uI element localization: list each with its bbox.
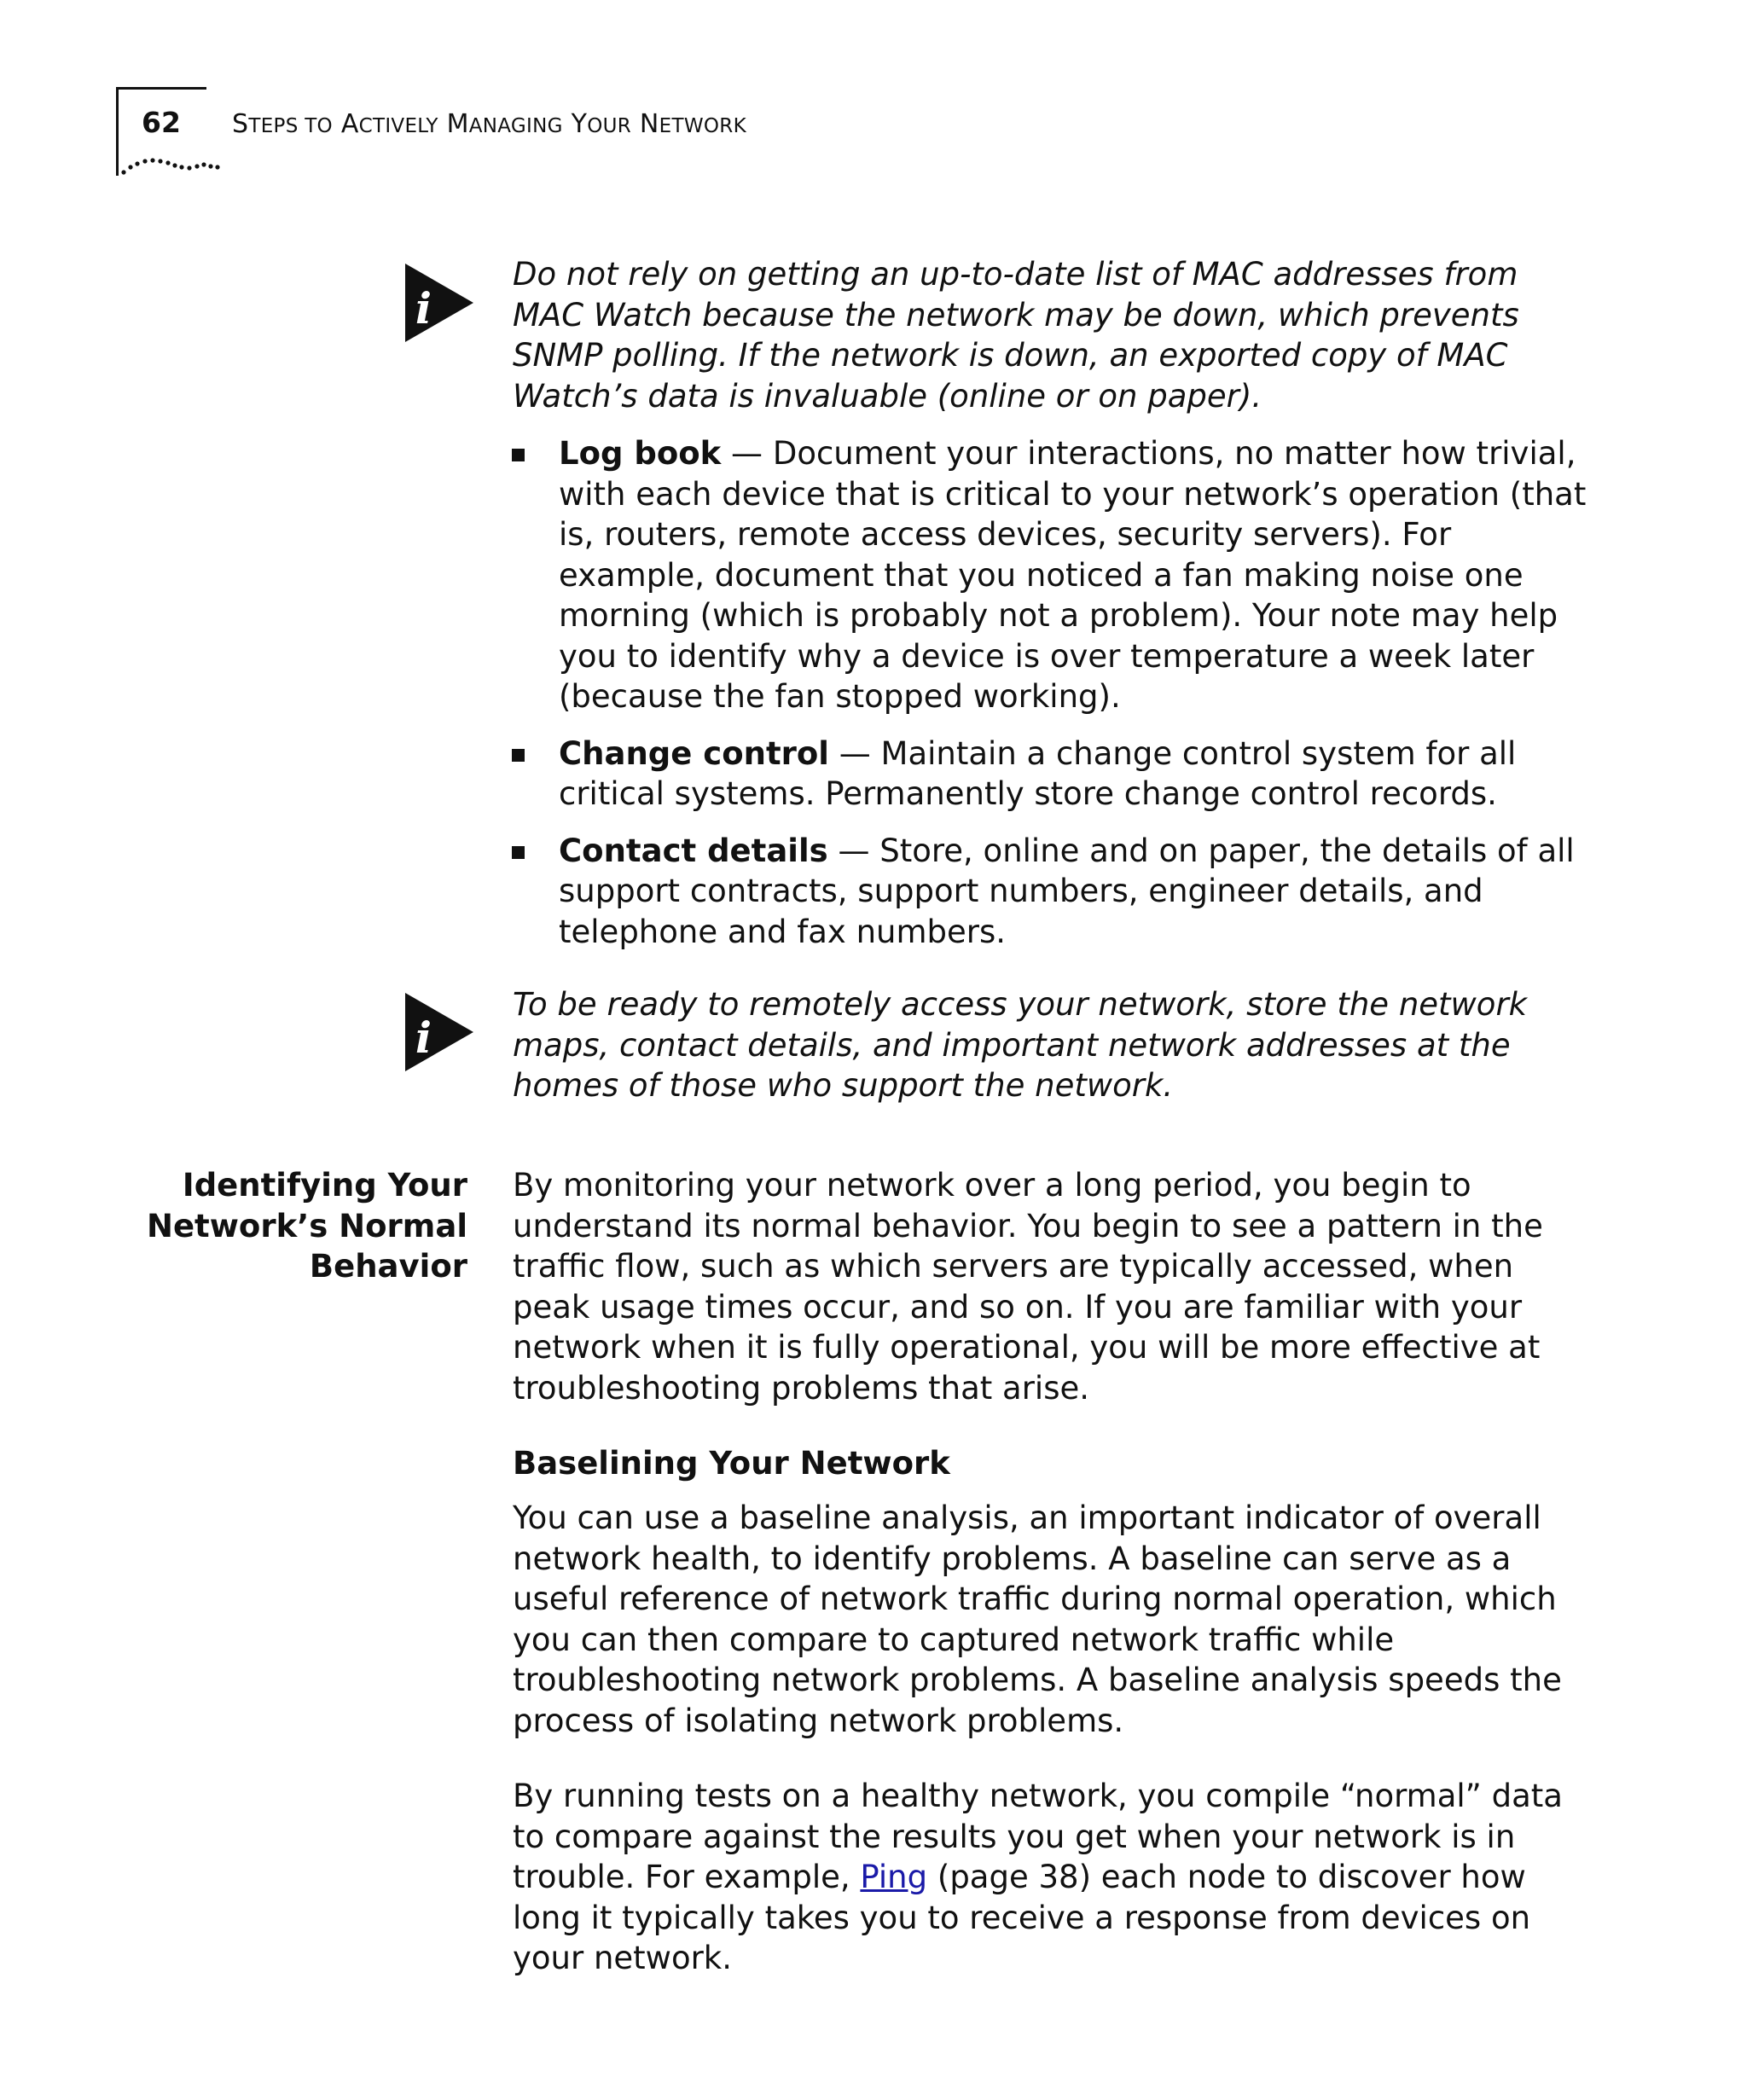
section-intro-paragraph: By monitoring your network over a long period, you begin to understand its normal behavior. You begin to see a pattern in the traffic flow, such as which servers are typically accessed, when peak usage times occur, and so on. If you are familiar with your network when it is fully operational, you will be more effective at troubleshooting problems that arise. (513, 1167, 1543, 1407)
page-number: 62 (142, 106, 181, 139)
bullet-term: Change control (559, 734, 829, 772)
section-heading (126, 1165, 467, 1287)
bullet-separator: — (827, 832, 880, 869)
bullet-separator: — (721, 435, 773, 472)
header-dotted-decoration (121, 147, 326, 181)
subsection-heading: Baselining Your Network (513, 1445, 950, 1482)
list-item (512, 734, 1595, 815)
list-item (512, 433, 1595, 717)
svg-text:i: i (415, 1012, 432, 1063)
section-heading-line: Identifying Your (182, 1167, 467, 1204)
baseline-paragraph-2 (513, 1776, 1596, 1979)
section-heading-line: Behavior (309, 1248, 467, 1285)
bullet-term: Contact details (559, 832, 828, 869)
bullet-text: Maintain a change control system for all critical systems. Permanently store change control records. (559, 734, 1517, 812)
bullet-list (512, 433, 1595, 968)
header-vertical-rule (116, 87, 119, 176)
bullet-term: Log book (559, 435, 722, 472)
note-mac-watch: Do not rely on getting an up-to-date list of MAC addresses from MAC Watch because the network may be down, which prevents SNMP polling. If the network is down, an exported copy of MAC Watch’s data is invaluable (online or on paper). (513, 256, 1519, 415)
bullet-square-icon (512, 449, 525, 461)
bullet-square-icon (512, 846, 525, 859)
header-horizontal-rule (116, 87, 206, 90)
bullet-text: Document your interactions, no matter how trivial, with each device that is critical to your network’s operation (that is, routers, remote access devices, security servers). For example, document that you noticed a fan making noise one morning (which is probably not a problem). Your note may help you to identify why a device is over temperature a week later (because the fan stopped working). (559, 435, 1587, 715)
bullet-text: Store, online and on paper, the details of all support contracts, support numbers, engineer details, and telephone and fax numbers. (559, 832, 1575, 950)
list-item (512, 831, 1595, 953)
section-heading-line: Network’s Normal (147, 1207, 467, 1244)
svg-text:i: i (415, 283, 432, 334)
bullet-separator: — (829, 734, 881, 772)
info-arrow-icon (403, 991, 475, 1073)
baseline-paragraph-1: You can use a baseline analysis, an important indicator of overall network health, to identify problems. A baseline can serve as a useful reference of network traffic during normal operation, which you can then compare to captured network traffic while troubleshooting network problems. A baseline analysis speeds the process of isolating network problems. (513, 1500, 1562, 1739)
info-arrow-icon (403, 262, 475, 344)
running-title: STEPS TO ACTIVELY MANAGING YOUR NETWORK (232, 109, 746, 139)
paragraph-text: (page 38) each node to discover how long it typically takes you to receive a response from devices on your network. (513, 1859, 1531, 1976)
ping-link[interactable]: Ping (860, 1859, 928, 1895)
bullet-square-icon (512, 749, 525, 762)
page-header (116, 87, 969, 181)
note-remote-access: To be ready to remotely access your network, store the network maps, contact details, and important network addresses at the homes of those who support the network. (513, 986, 1528, 1104)
paragraph-text: By running tests on a healthy network, you compile “normal” data to compare against the results you get when your network is in trouble. For example, (513, 1778, 1563, 1895)
